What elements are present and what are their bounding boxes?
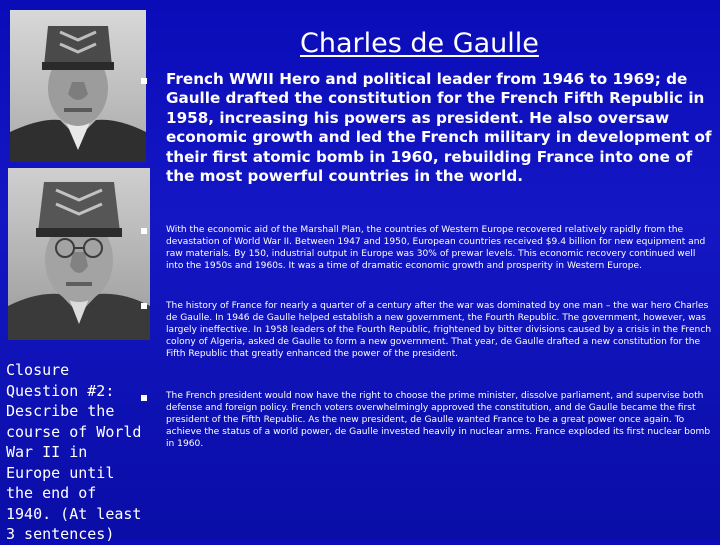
closure-question: Closure Question #2: Describe the course of World War II in Europe until the end of 1940. (At least 3 sentences) — [6, 361, 142, 543]
portrait-photo-older — [8, 168, 150, 340]
bullet-marker — [141, 78, 147, 84]
bullet-text-marshall-plan: With the economic aid of the Marshall Plan, the countries of Western Europe recovered relatively rapidly from the devastation of World War II. Between 1947 and 1950, European countries received $9.4 billion for new equipment and raw materials. By 150, industrial output in Europe was 30% of prewar levels. This economic recovery continued well into the 1950s and 1960s. It was a time of dramatic economic growth and prosperity in Western Europe. — [166, 225, 706, 272]
portrait-photo-uniform — [10, 10, 146, 162]
bullet-text-fourth-republic: The history of France for nearly a quarter of a century after the war was dominated by one man – the war hero Charles de Gaulle. In 1946 de Gaulle helped establish a new government, the Fourth Republic. The government, however, was largely ineffective. In 1958 leaders of the Fourth Republic, frightened by bitter divisions caused by a crisis in the French colony of Algeria, asked de Gaulle to form a new government. That year, de Gaulle drafted a new constitution for the Fifth Republic that greatly enhanced the power of the president. — [166, 301, 712, 360]
bullet-text-fifth-republic: The French president would now have the right to choose the prime minister, dissolve parliament, and supervise both defense and foreign policy. French voters overwhelmingly approved the constitution, and de Gaulle became the first president of the Fifth Republic. As the new president, de Gaulle wanted France to be a great power once again. To achieve the status of a world power, de Gaulle invested heavily in nuclear arms. France exploded its first nuclear bomb in 1960. — [166, 391, 711, 450]
bullet-marker — [141, 228, 147, 234]
bullet-marker — [141, 303, 147, 309]
slide-title: Charles de Gaulle — [300, 28, 539, 59]
bullet-text-summary: French WWII Hero and political leader from 1946 to 1969; de Gaulle drafted the constitution for the French Fifth Republic in 1958, increasing his powers as president. He also oversaw economic growth and led the French military in development of their first atomic bomb in 1960, rebuilding France into one of the most powerful countries in the world. — [166, 70, 712, 186]
